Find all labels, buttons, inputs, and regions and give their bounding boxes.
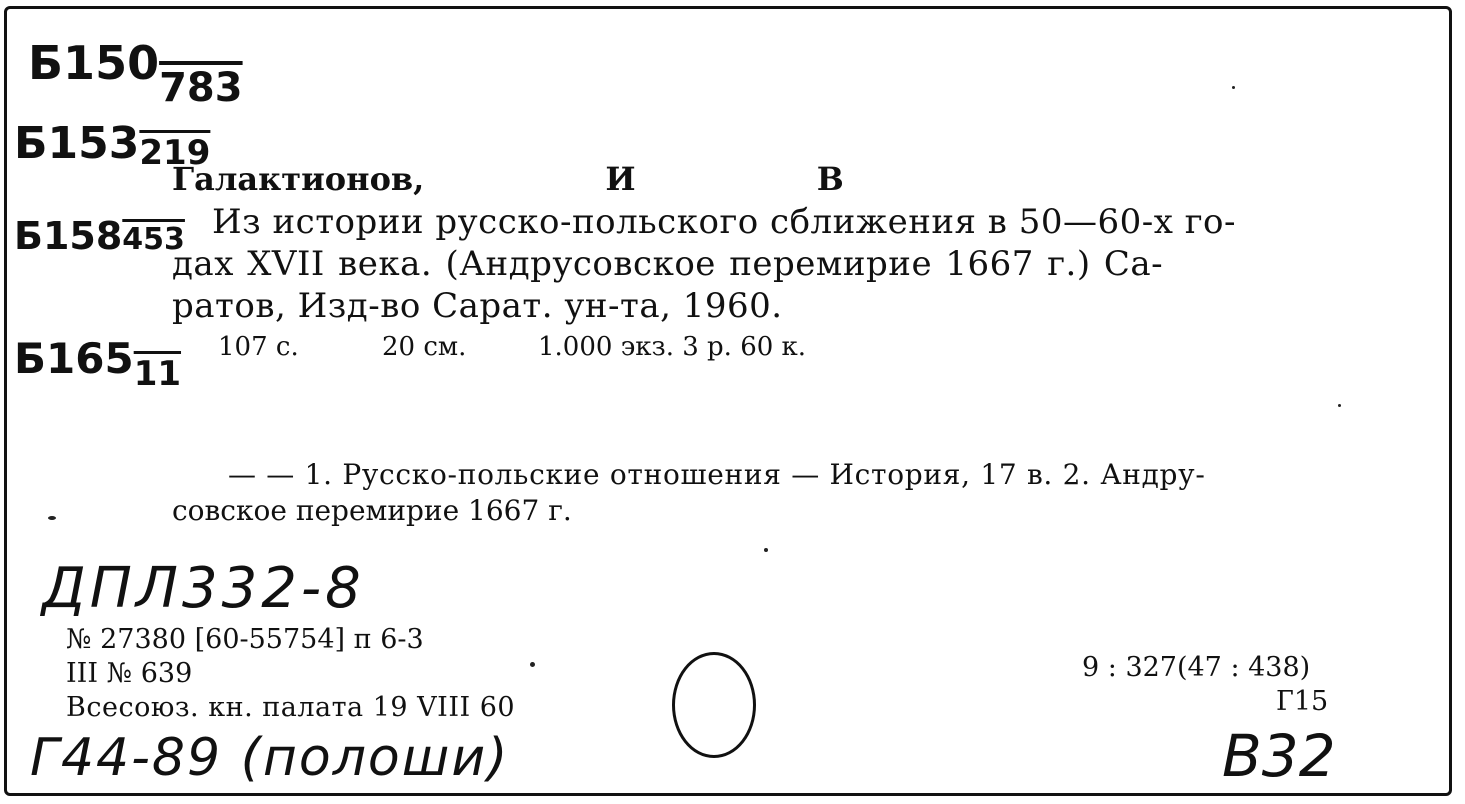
- call-number-2-code: Б153: [14, 118, 140, 169]
- call-number-3-sub: 453: [122, 222, 185, 257]
- imprint-line-3: Всесоюз. кн. палата 19 VIII 60: [66, 692, 516, 723]
- card-hole-circle: [672, 652, 756, 758]
- physical-copies-price: 1.000 экз. 3 р. 60 к.: [538, 332, 807, 362]
- speck: [530, 662, 535, 667]
- call-number-4: [14, 334, 182, 394]
- classification: 9 : 327(47 : 438): [1082, 652, 1311, 683]
- handwritten-shelf-mark: ДПЛ332-8: [42, 556, 365, 621]
- call-number-3: [14, 214, 185, 258]
- author-heading: Галактионов, И В: [172, 160, 844, 198]
- speck: [1232, 86, 1235, 89]
- physical-size: 20 см.: [382, 332, 467, 362]
- handwritten-corner-mark: В32: [1222, 722, 1336, 790]
- call-number-4-sub: 11: [133, 354, 182, 394]
- title-line-1: Из истории русско-польского сближения в 50—60-х го-: [212, 202, 1237, 242]
- call-number-1-sub: 783: [159, 65, 243, 111]
- call-number-3-code: Б158: [14, 214, 123, 258]
- title-line-3: ратов, Изд-во Сарат. ун-та, 1960.: [172, 286, 783, 326]
- speck: [48, 516, 56, 520]
- call-number-1: [28, 36, 243, 111]
- call-number-4-code: Б165: [14, 334, 134, 383]
- subjects-line-1: — — 1. Русско-польские отношения — История, 17 в. 2. Андру-: [228, 458, 1206, 491]
- physical-pages: 107 с.: [218, 332, 299, 362]
- speck: [764, 548, 768, 552]
- title-line-2: дах XVII века. (Андрусовское перемирие 1667 г.) Са-: [172, 244, 1164, 284]
- handwritten-bottom-note: Г44-89 (полоши): [30, 728, 510, 788]
- call-number-2-sub: 219: [139, 133, 211, 173]
- subjects-line-2: совское перемирие 1667 г.: [172, 494, 572, 527]
- imprint-line-2: III № 639: [66, 658, 193, 689]
- author-mark: Г15: [1276, 686, 1329, 717]
- imprint-line-1: № 27380 [60-55754] п 6-3: [66, 624, 424, 655]
- call-number-1-code: Б150: [28, 36, 160, 90]
- speck: [1338, 404, 1341, 407]
